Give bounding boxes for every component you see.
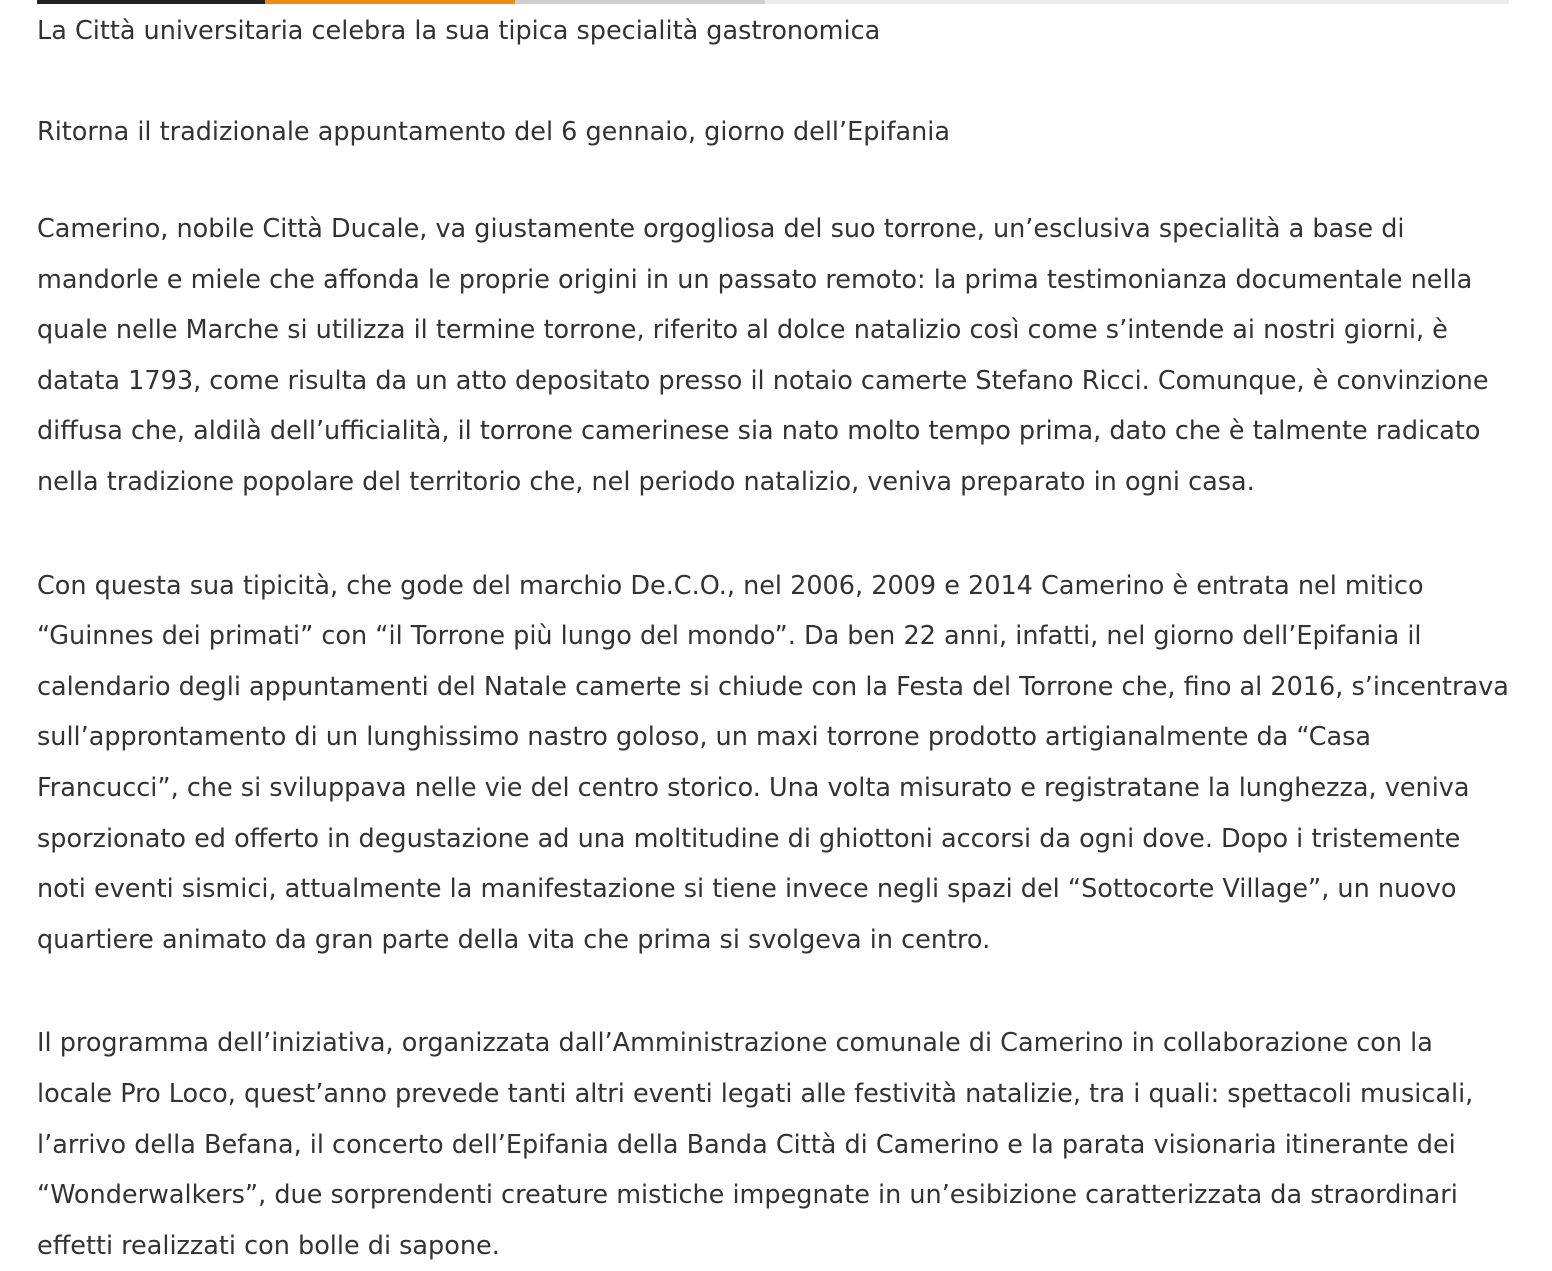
article-body	[37, 12, 1509, 1271]
tab-indicator-track	[765, 0, 1509, 4]
tab-indicator-inactive[interactable]	[515, 0, 765, 4]
article-paragraph-1: Camerino, nobile Città Ducale, va giustamente orgogliosa del suo torrone, un’esclusiva specialità a base di mandorle e miele che affonda le proprie origini in un passato remoto: la prima testimonianza documentale nella quale nelle Marche si utilizza il termine torrone, riferito al dolce natalizio così come s’intende ai nostri giorni, è datata 1793, come risulta da un atto depositato presso il notaio camerte Stefano Ricci. Comunque, è convinzione diffusa che, aldilà dell’ufficialità, il torrone camerinese sia nato molto tempo prima, dato che è talmente radicato nella tradizione popolare del territorio che, nel periodo natalizio, veniva preparato in ogni casa.	[37, 214, 1489, 497]
article-paragraph-3: Il programma dell’iniziativa, organizzata dall’Amministrazione comunale di Camerino in collaborazione con la locale Pro Loco, quest’anno prevede tanti altri eventi legati alle festività natalizie, tra i quali: spettacoli musicali, l’arrivo della Befana, il concerto dell’Epifania della Banda Città di Camerino e la parata visionaria itinerante dei “Wonderwalkers”, due sorprendenti creature mistiche impegnate in un’esibizione caratterizzata da straordinari effetti realizzati con bolle di sapone.	[37, 1028, 1474, 1261]
tab-indicator-active[interactable]	[37, 0, 265, 4]
article-subtitle: La Città universitaria celebra la sua tipica specialità gastronomica	[37, 16, 881, 46]
tab-indicator-strip	[37, 0, 1509, 4]
article-paragraph-2: Con questa sua tipicità, che gode del marchio De.C.O., nel 2006, 2009 e 2014 Camerino è entrata nel mitico “Guinnes dei primati” con “il Torrone più lungo del mondo”. Da ben 22 anni, infatti, nel giorno dell’Epifania il calendario degli appuntamenti del Natale camerte si chiude con la Festa del Torrone che, fino al 2016, s’incentrava sull’approntamento di un lunghissimo nastro goloso, un maxi torrone prodotto artigianalmente da “Casa Francucci”, che si sviluppava nelle vie del centro storico. Una volta misurato e registratane la lunghezza, veniva sporzionato ed offerto in degustazione ad una moltitudine di ghiottoni accorsi da ogni dove. Dopo i tristemente noti eventi sismici, attualmente la manifestazione si tiene invece negli spazi del “Sottocorte Village”, un nuovo quartiere animato da gran parte della vita che prima si svolgeva in centro.	[37, 570, 1509, 955]
tab-indicator-accent[interactable]	[265, 0, 515, 4]
article-kicker: Ritorna il tradizionale appuntamento del 6 gennaio, giorno dell’Epifania	[37, 117, 950, 147]
